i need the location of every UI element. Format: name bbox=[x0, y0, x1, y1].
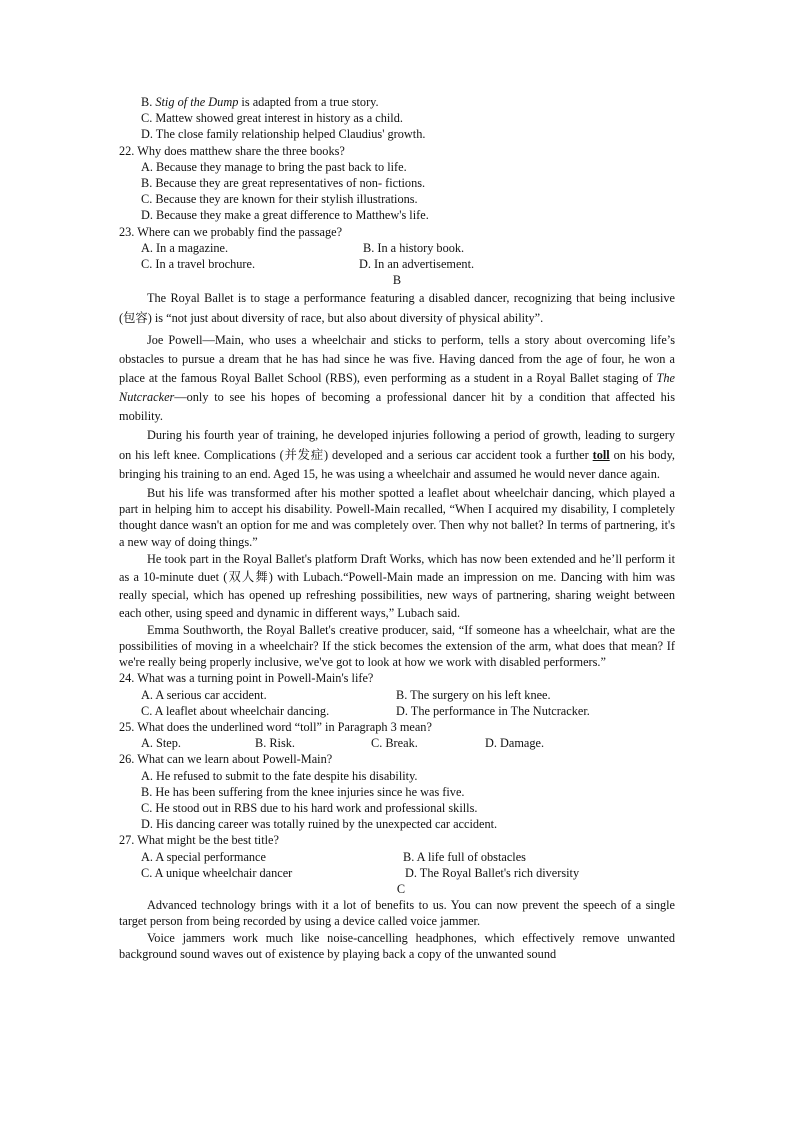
paragraph-3-text: During his fourth year of training, he developed injuries following a period of growth, leading to surgery on his left knee. Complications (并发症) developed and a serious car accident took a further bbox=[119, 428, 675, 462]
q21-option-c: C. Mattew showed great interest in history as a child. bbox=[141, 111, 403, 126]
nutcracker-title: The Nutcracker bbox=[119, 371, 675, 405]
section-c-heading: C bbox=[396, 882, 406, 896]
q21-option-b: B. Stig of the Dump is adapted from a true story. bbox=[141, 95, 379, 109]
q25-option-c: C. Break. bbox=[371, 736, 418, 751]
q25-option-b: B. Risk. bbox=[255, 736, 295, 751]
q24-options-row-2 bbox=[119, 703, 675, 719]
q27-options-row-1 bbox=[119, 849, 675, 865]
q24-option-c: C. A leaflet about wheelchair dancing. bbox=[141, 703, 330, 718]
q27-option-d: D. The Royal Ballet's rich diversity bbox=[405, 865, 580, 880]
q27-option-c: C. A unique wheelchair dancer bbox=[141, 865, 293, 880]
section-b-paragraph-4: But his life was transformed after his mother spotted a leaflet about wheelchair dancing, which played a part in helping him to accept his disability. Powell-Main recalled, “When I acquired my disability, I completely thought dance wasn't an option for me and was completely over. Then why not ballet? In terms of partnering, it's a new way of doing things.” bbox=[119, 485, 675, 549]
section-b-paragraph-2 bbox=[119, 331, 675, 426]
q24-option-d: D. The performance in The Nutcracker. bbox=[396, 703, 590, 718]
section-c-paragraph-1: Advanced technology brings with it a lot of benefits to us. You can now prevent the speech of a single target person from being recorded by using a device called voice jammer. bbox=[119, 898, 675, 929]
q22-option-d: D. Because they make a great difference to Matthew's life. bbox=[141, 208, 429, 223]
q23-option-b: B. In a history book. bbox=[363, 240, 465, 255]
q23-options-row-1 bbox=[119, 240, 675, 256]
section-b-paragraph-1: The Royal Ballet is to stage a performance featuring a disabled dancer, recognizing that being inclusive (包容) is “not just about diversity of race, but also about diversity of physical ability”. bbox=[119, 291, 675, 326]
q22-option-a: A. Because they manage to bring the past back to life. bbox=[141, 159, 407, 174]
q21-option-d: D. The close family relationship helped Claudius' growth. bbox=[141, 127, 426, 142]
q24-option-a: A. A serious car accident. bbox=[141, 687, 267, 702]
q24-option-b: B. The surgery on his left knee. bbox=[396, 687, 551, 702]
q22-option-b: B. Because they are great representatives of non- fictions. bbox=[141, 176, 426, 191]
q23-option-c: C. In a travel brochure. bbox=[141, 257, 256, 272]
q27-option-a: A. A special performance bbox=[141, 849, 266, 864]
section-b-heading: B bbox=[392, 273, 402, 288]
q26-option-d: D. His dancing career was totally ruined by the unexpected car accident. bbox=[141, 817, 498, 832]
section-b-paragraph-5: He took part in the Royal Ballet's platform Draft Works, which has now been extended and he’ll perform it as a 10-minute duet (双人舞) with Lubach.“Powell-Main made an impression on me. Dancing with him was really special, which has opened up refreshing possibilities, new ways of partnering, sharing weight between each other, using speed and dynamic in different ways,” Lubach said. bbox=[119, 551, 675, 620]
q27-option-b: B. A life full of obstacles bbox=[403, 849, 526, 864]
q23-stem: 23. Where can we probably find the passage? bbox=[119, 224, 343, 239]
q22-option-c: C. Because they are known for their stylish illustrations. bbox=[141, 192, 418, 207]
q24-stem: 24. What was a turning point in Powell-Main's life? bbox=[119, 671, 374, 686]
q26-option-b: B. He has been suffering from the knee injuries since he was five. bbox=[141, 784, 465, 799]
section-b-paragraph-3 bbox=[119, 426, 675, 485]
q25-option-d: D. Damage. bbox=[485, 736, 545, 751]
q27-options-row-2 bbox=[119, 865, 675, 881]
q23-options-row-2 bbox=[119, 256, 675, 272]
q24-options-row-1 bbox=[119, 687, 675, 703]
paragraph-2-text: Joe Powell—Main, who uses a wheelchair and sticks to perform, tells a story about overcoming life’s obstacles to pursue a dream that he has had since he was five. Having danced from the age of four, he won a place at the famous Royal Ballet School (RBS), even performing as a student in a Royal Ballet staging of bbox=[119, 333, 675, 386]
q27-stem: 27. What might be the best title? bbox=[119, 833, 279, 848]
section-b-paragraph-6: Emma Southworth, the Royal Ballet's creative producer, said, “If someone has a wheelchair, what are the possibilities of moving in a wheelchair? If the stick becomes the extension of the arm, what does that mean? If we're really being properly inclusive, we've got to look at how we work with disabled performers.” bbox=[119, 622, 675, 670]
book-title: Stig of the Dump bbox=[155, 95, 239, 109]
q23-option-d: D. In an advertisement. bbox=[359, 257, 475, 272]
q21-option-b-text: is adapted from a true story. bbox=[238, 95, 379, 109]
q26-option-c: C. He stood out in RBS due to his hard work and professional skills. bbox=[141, 800, 478, 815]
exam-page bbox=[119, 94, 675, 962]
q26-stem: 26. What can we learn about Powell-Main? bbox=[119, 752, 333, 767]
underlined-word-toll: toll bbox=[592, 447, 610, 462]
q23-option-a: A. In a magazine. bbox=[141, 240, 229, 255]
paragraph-3-text-end: on his body, bringing his training to an end. Aged 15, he was using a wheelchair and assumed he would never dance again. bbox=[119, 447, 675, 482]
paragraph-2-text-end: —only to see his hopes of becoming a professional dancer hit by a condition that affected his mobility. bbox=[119, 390, 675, 424]
q25-option-a: A. Step. bbox=[141, 736, 181, 751]
q22-stem: 22. Why does matthew share the three books? bbox=[119, 143, 345, 158]
q25-stem: 25. What does the underlined word “toll” in Paragraph 3 mean? bbox=[119, 719, 432, 734]
q25-options-row bbox=[119, 735, 675, 751]
section-c-paragraph-2: Voice jammers work much like noise-cancelling headphones, which effectively remove unwanted background sound waves out of existence by playing back a copy of the unwanted sound bbox=[119, 930, 675, 961]
q26-option-a: A. He refused to submit to the fate despite his disability. bbox=[141, 768, 418, 783]
